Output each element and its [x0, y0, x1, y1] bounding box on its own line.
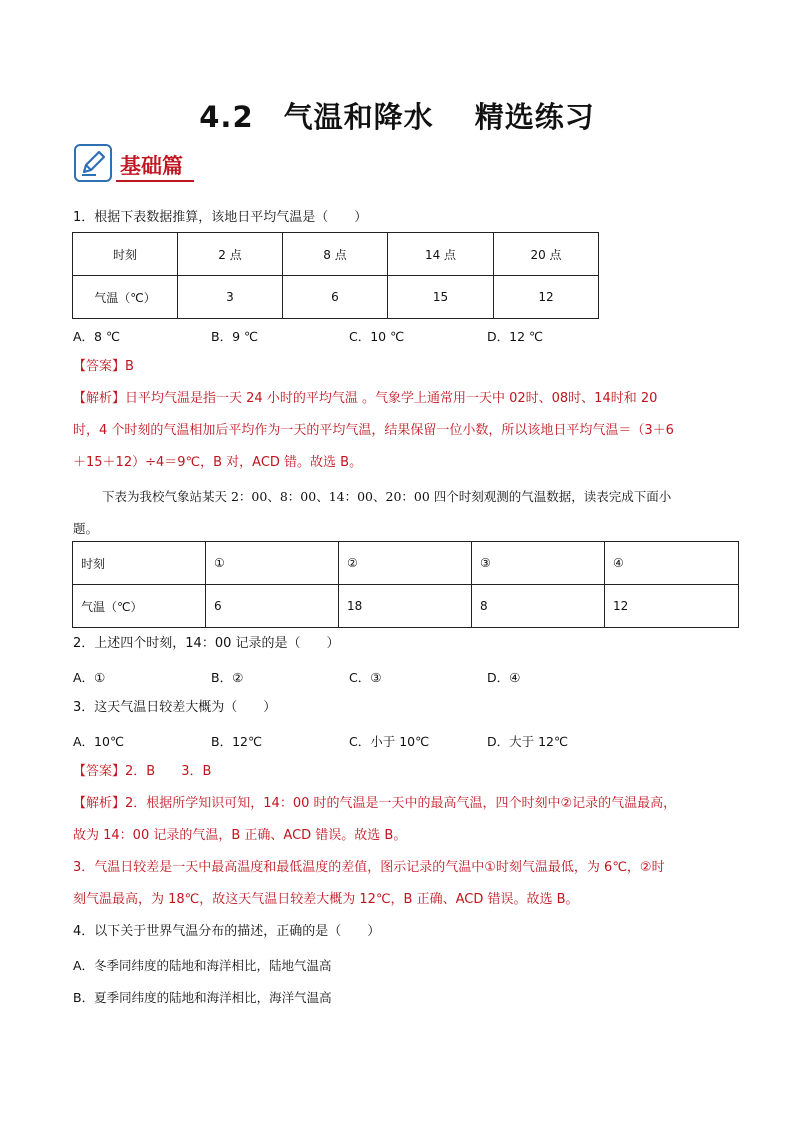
table-cell: 气温（℃）: [73, 276, 178, 319]
analysis-text: 2．根据所学知识可知，14：00 时的气温是一天中的最高气温，四个时刻中②记录的气温最高，: [125, 796, 677, 811]
page-title: 4.2 气温和降水 精选练习: [199, 100, 595, 134]
table-cell: 12: [494, 276, 599, 319]
table-cell: 8 点: [283, 233, 388, 276]
table-row: [73, 233, 599, 276]
option-d: D．12 ℃: [487, 329, 544, 344]
option-b: B．12℃: [211, 734, 263, 749]
question-1-stem: 1．根据下表数据推算，该地日平均气温是（ ）: [73, 210, 368, 225]
table-cell: 6: [283, 276, 388, 319]
answer-line-2-3: [73, 764, 211, 780]
option-c: C．10 ℃: [349, 329, 405, 344]
analysis-line: 故为 14：00 记录的气温，B 正确、ACD 错误。故选 B。: [73, 828, 407, 843]
table-row: [73, 542, 739, 585]
table-cell: ④: [605, 542, 739, 585]
analysis-line: ＋15＋12）÷4＝9℃，B 对，ACD 错。故选 B。: [73, 455, 363, 470]
answer-label: 【答案】: [73, 359, 126, 374]
table-cell: 2 点: [178, 233, 283, 276]
table-cell: 8: [472, 585, 605, 628]
option-a: A．10℃: [73, 734, 124, 749]
table-cell: 20 点: [494, 233, 599, 276]
analysis-text: 日平均气温是指一天 24 小时的平均气温 。气象学上通常用一天中 02时、08时、14时和 20: [125, 391, 658, 406]
analysis-line: 时，4 个时刻的气温相加后平均作为一天的平均气温，结果保留一位小数，所以该地日平均气温＝（3＋6: [73, 423, 674, 438]
table-row: [73, 276, 599, 319]
table-cell: 气温（℃）: [73, 585, 206, 628]
analysis-line: 刻气温最高，为 18℃，故这天气温日较差大概为 12℃，B 正确、ACD 错误。故选 B。: [73, 892, 579, 907]
question-4-stem: 4．以下关于世界气温分布的描述，正确的是（ ）: [73, 924, 381, 939]
option-d: D．大于 12℃: [487, 734, 569, 749]
section-label: 基础篇: [120, 153, 183, 178]
table-cell: 14 点: [388, 233, 494, 276]
option-a: A．冬季同纬度的陆地和海洋相比，陆地气温高: [73, 958, 332, 973]
option-b: B．②: [211, 670, 244, 685]
option-d: D．④: [487, 670, 521, 685]
table-cell: 18: [339, 585, 472, 628]
option-a: A．①: [73, 670, 106, 685]
question-2-stem: 2．上述四个时刻，14：00 记录的是（ ）: [73, 636, 340, 651]
answer-line-1: [73, 359, 134, 375]
answer-value: 2．B 3．B: [125, 764, 212, 779]
analysis-line: [73, 796, 676, 812]
option-c: C．小于 10℃: [349, 734, 430, 749]
table-cell: 3: [178, 276, 283, 319]
table-cell: 时刻: [73, 542, 206, 585]
option-a: A．8 ℃: [73, 329, 121, 344]
table-cell: 时刻: [73, 233, 178, 276]
table-cell: ①: [206, 542, 339, 585]
table-cell: 6: [206, 585, 339, 628]
intro-line: 题。: [73, 521, 99, 536]
question-3-stem: 3．这天气温日较差大概为（ ）: [73, 700, 277, 715]
table-cell: ②: [339, 542, 472, 585]
intro-line: 下表为我校气象站某天 2：00、8：00、14：00、20：00 四个时刻观测的气温数据，读表完成下面小: [102, 489, 672, 504]
temperature-table-1: [72, 232, 599, 319]
answer-label: 【答案】: [73, 764, 126, 779]
analysis-line: [73, 391, 657, 407]
pencil-edit-icon: [74, 144, 112, 182]
analysis-label: 【解析】: [73, 796, 126, 811]
analysis-line: 3．气温日较差是一天中最高温度和最低温度的差值，图示记录的气温中①时刻气温最低，为 6℃，②时: [73, 860, 665, 875]
option-c: C．③: [349, 670, 382, 685]
temperature-table-2: [72, 541, 739, 628]
table-cell: ③: [472, 542, 605, 585]
table-cell: 15: [388, 276, 494, 319]
section-underline: [116, 180, 194, 182]
option-b: B．夏季同纬度的陆地和海洋相比，海洋气温高: [73, 990, 332, 1005]
option-b: B．9 ℃: [211, 329, 259, 344]
answer-value: B: [125, 359, 134, 374]
table-row: [73, 585, 739, 628]
analysis-label: 【解析】: [73, 391, 126, 406]
table-cell: 12: [605, 585, 739, 628]
